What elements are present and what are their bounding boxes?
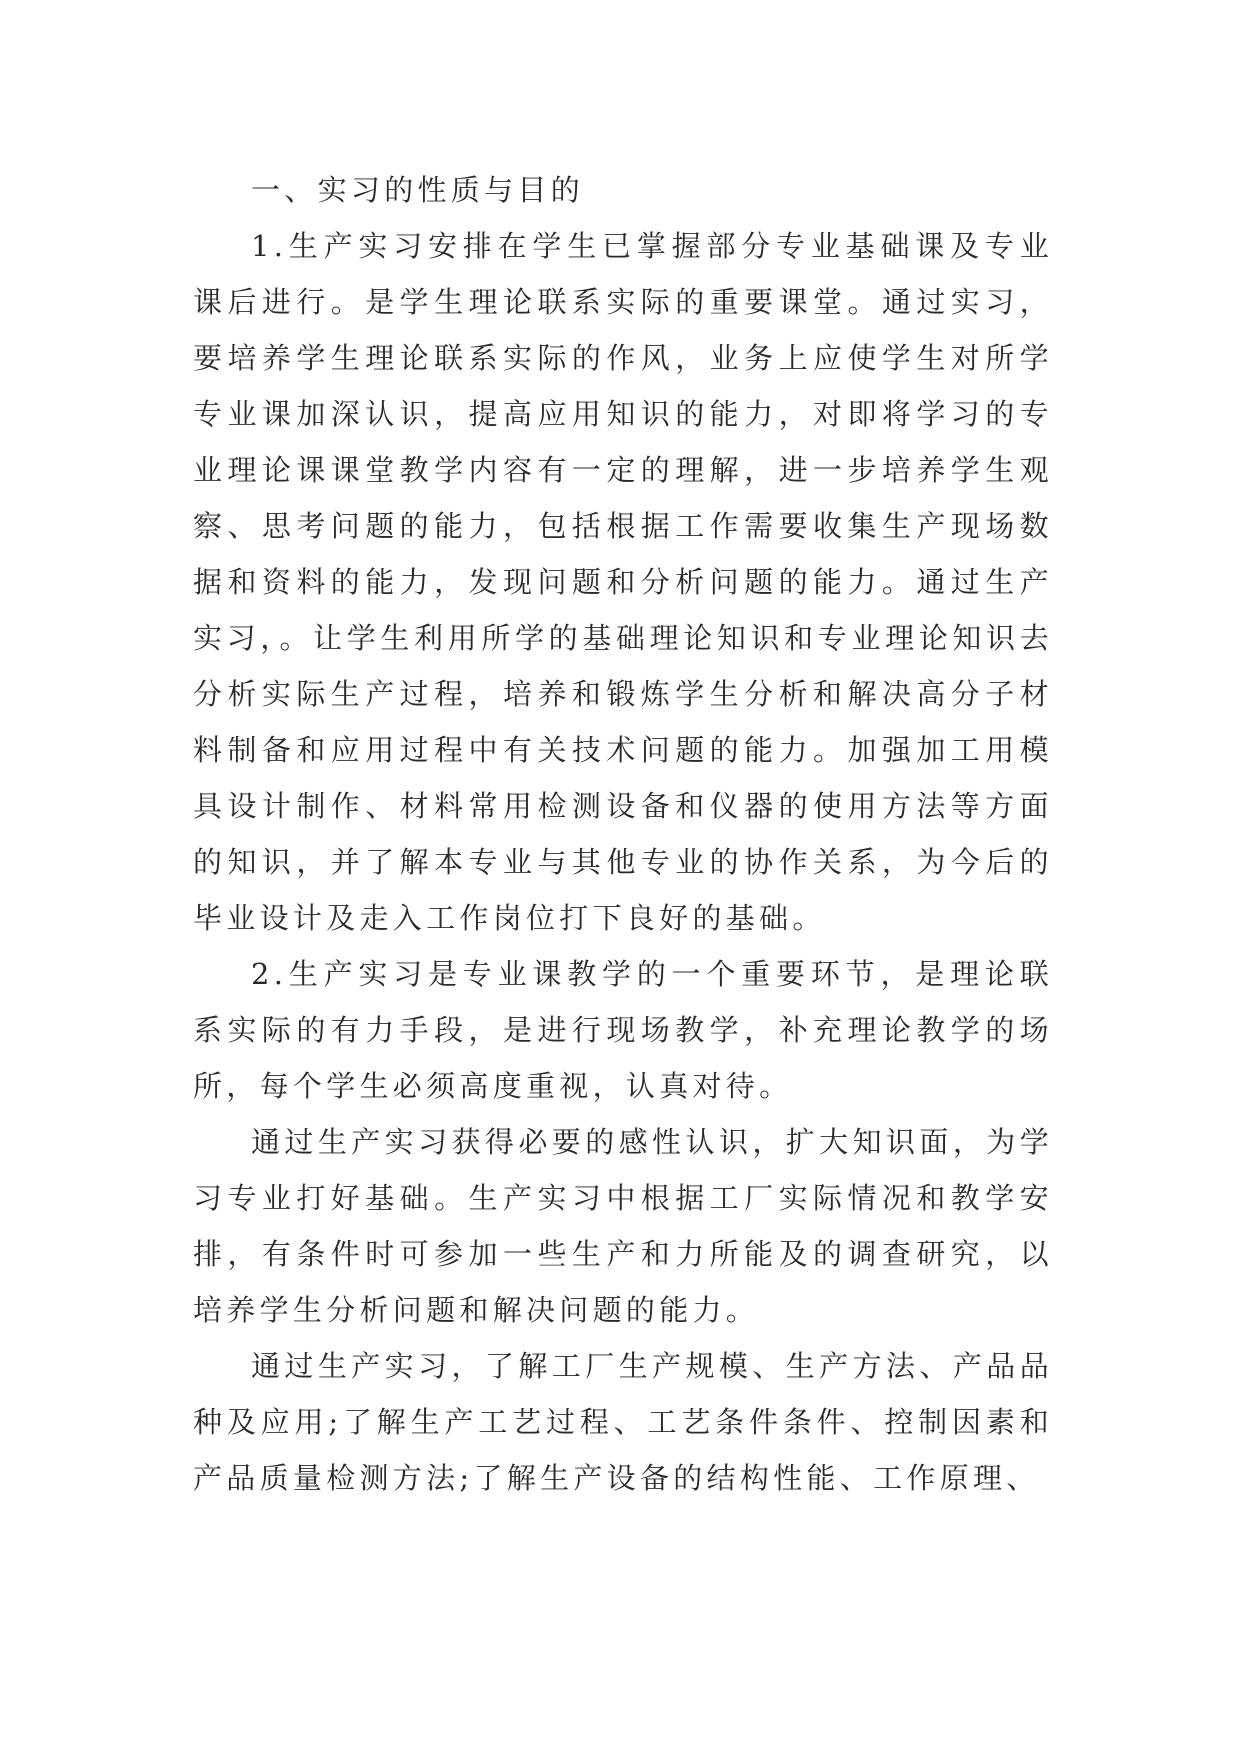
- section-heading: 一、实习的性质与目的: [251, 173, 585, 207]
- paragraph-3: 通过生产实习获得必要的感性认识，扩大知识面，为学习专业打好基础。生产实习中根据工厂实际情况和教学安排，有条件时可参加一些生产和力所能及的调查研究，以培养学生分析问题和解决问题的能力。: [193, 1125, 1053, 1327]
- document-body: [193, 162, 1053, 1506]
- paragraph-2: 2.生产实习是专业课教学的一个重要环节，是理论联系实际的有力手段，是进行现场教学，补充理论教学的场所，每个学生必须高度重视，认真对待。: [193, 957, 1053, 1103]
- paragraph-1: 1.生产实习安排在学生已掌握部分专业基础课及专业课后进行。是学生理论联系实际的重要课堂。通过实习，要培养学生理论联系实际的作风，业务上应使学生对所学专业课加深认识，提高应用知识的能力，对即将学习的专业理论课课堂教学内容有一定的理解，进一步培养学生观察、思考问题的能力，包括根据工作需要收集生产现场数据和资料的能力，发现问题和分析问题的能力。通过生产实习，。让学生利用所学的基础理论知识和专业理论知识去分析实际生产过程，培养和锻炼学生分析和解决高分子材料制备和应用过程中有关技术问题的能力。加强加工用模具设计制作、材料常用检测设备和仪器的使用方法等方面的知识，并了解本专业与其他专业的协作关系，为今后的毕业设计及走入工作岗位打下良好的基础。: [193, 229, 1053, 935]
- paragraph-4: 通过生产实习，了解工厂生产规模、生产方法、产品品种及应用;了解生产工艺过程、工艺条件条件、控制因素和产品质量检测方法;了解生产设备的结构性能、工作原理、: [193, 1349, 1053, 1495]
